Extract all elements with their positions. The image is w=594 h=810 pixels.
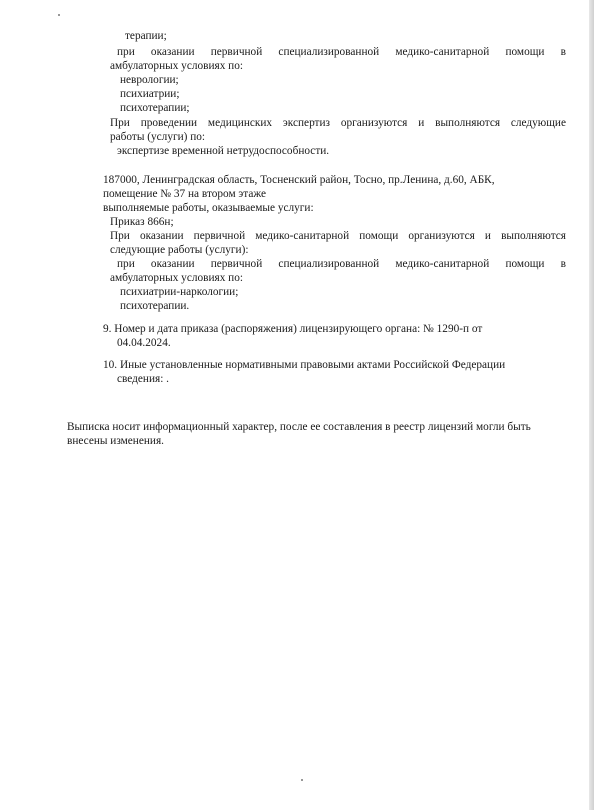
disclaimer-line: Выписка носит информационный характер, после ее составления в реестр лицензий могли быть [67,421,531,433]
scan-speck [301,779,303,781]
text-line: психотерапии. [120,300,190,312]
text-line: психотерапии; [120,102,190,114]
text-line: При проведении медицинских экспертиз организуются и выполняются следующие [110,117,566,129]
text-line: терапии; [125,30,167,42]
text-line: следующие работы (услуги): [110,244,249,256]
section-9-title: 9. Номер и дата приказа (распоряжения) лицензирующего органа: № 1290-п от [103,323,483,335]
text-line: неврологии; [120,74,179,86]
address-line: помещение № 37 на втором этаже [103,188,267,200]
text-line: психиатрии-наркологии; [120,286,239,298]
text-line: психиатрии; [120,88,180,100]
text-line: экспертизе временной нетрудоспособности. [117,145,330,157]
disclaimer-line: внесены изменения. [67,435,164,447]
text-line: работы (услуги) по: [110,131,206,143]
section-10-title: 10. Иные установленные нормативными правовыми актами Российской Федерации [103,359,506,371]
scan-edge [589,0,594,810]
text-line: сведения: . [117,373,169,385]
text-line: амбулаторных условиях по: [110,272,244,284]
text-line: выполняемые работы, оказываемые услуги: [103,202,314,214]
order-date: 04.04.2024. [117,337,171,349]
text-line: При оказании первичной медико-санитарной помощи организуются и выполняются [110,230,566,242]
text-line: при оказании первичной специализированной медико-санитарной помощи в [117,46,566,58]
text-line: амбулаторных условиях по: [110,60,244,72]
text-line: Приказ 866н; [110,216,174,228]
text-line: при оказании первичной специализированной медико-санитарной помощи в [117,258,566,270]
scan-speck [58,14,60,16]
address-line: 187000, Ленинградская область, Тосненский район, Тосно, пр.Ленина, д.60, АБК, [103,174,495,186]
